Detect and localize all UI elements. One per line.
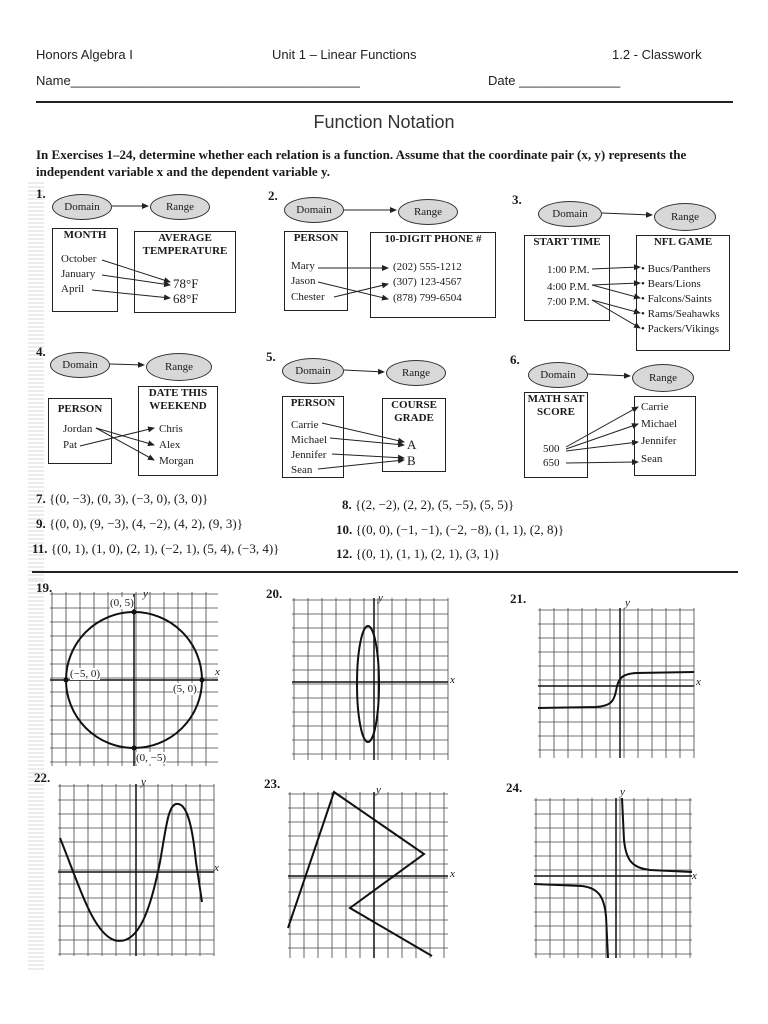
domain-item: 650 [543,457,560,469]
range-item: • Falcons/Saints [641,293,712,305]
domain-item: 4:00 P.M. [547,281,590,293]
y-axis-label: y [625,597,630,609]
graph-21 [536,606,696,760]
relation-set: {(0, 1), (1, 1), (2, 1), (3, 1)} [355,546,501,561]
exercise-10 [336,522,564,538]
exercise-number: 11. [32,541,48,556]
domain-item: Jennifer [291,449,327,461]
domain-oval: Domain [528,362,588,388]
graph-20 [290,596,450,762]
domain-oval: Domain [284,197,344,223]
range-item: 68°F [173,291,199,306]
range-item: 78°F [173,276,199,291]
range-item: (878) 799-6504 [393,292,462,304]
point-label: (5, 0) [173,683,197,695]
range-item: B [407,453,416,468]
domain-item: Mary [291,260,315,272]
range-title: AVERAGE TEMPERATURE [142,232,228,257]
point-label: (0, −5) [136,752,167,764]
exercise-number: 8. [342,497,352,512]
domain-item: Jordan [63,423,93,435]
y-axis-label: y [141,776,146,788]
y-axis-label: y [376,784,381,796]
exercise-7 [36,491,208,507]
domain-oval: Domain [52,194,112,220]
point-label: (0, 5) [110,597,134,609]
exercise-number: 6. [510,352,520,367]
point [64,678,69,683]
range-item: (202) 555-1212 [393,261,462,273]
domain-item: Carrie [291,419,319,431]
range-oval: Range [386,360,446,386]
range-oval: Range [398,199,458,225]
range-oval: Range [632,364,694,392]
x-axis-label: x [692,870,697,882]
domain-item: 500 [543,443,560,455]
exercise-number: 21. [510,591,527,606]
exercise-number: 5. [266,349,276,364]
exercise-12 [336,546,500,562]
range-title: 10-DIGIT PHONE # [384,233,482,245]
domain-oval: Domain [538,201,602,227]
x-axis-label: x [696,676,701,688]
range-oval: Range [150,194,210,220]
graph-23 [286,790,450,960]
x-axis-label: x [215,666,220,678]
y-axis-label: y [143,588,148,600]
domain-item: Sean [291,464,313,476]
range-item: • Rams/Seahawks [641,308,720,320]
page-title: Function Notation [313,112,455,132]
domain-title: PERSON [57,403,103,415]
domain-oval: Domain [282,358,344,384]
domain-item: 7:00 P.M. [547,296,590,308]
range-item: • Bucs/Panthers [641,263,711,275]
range-item: Morgan [159,455,194,467]
x-axis-label: x [450,868,455,880]
range-item: • Bears/Lions [641,278,701,290]
hyperbola-left-branch [534,884,608,958]
relation-set: {(0, 1), (1, 0), (2, 1), (−2, 1), (5, 4), (−3, 4)} [50,541,280,556]
instructions: In Exercises 1–24, determine whether each relation is a function. Assume that the coordinate pair (x, y) represents the independent variable x and the dependent variable y. [36,147,687,179]
exercise-number: 20. [266,586,283,601]
section-name: 1.2 - Classwork [612,47,702,62]
range-item: Michael [641,418,678,430]
relation-set: {(0, −3), (0, 3), (−3, 0), (3, 0)} [49,491,209,506]
domain-item: April [61,283,85,295]
graph-22 [56,782,216,958]
domain-oval: Domain [50,352,110,378]
exercise-number: 7. [36,491,46,506]
range-oval: Range [146,353,212,381]
exercise-number: 19. [36,580,53,595]
domain-item: 1:00 P.M. [547,264,590,276]
point [200,678,205,683]
relation-set: {(2, −2), (2, 2), (5, −5), (5, 5)} [355,497,515,512]
point [132,746,137,751]
domain-item: Jason [291,275,316,287]
exercise-number: 9. [36,516,46,531]
y-axis-label: y [378,592,383,604]
range-title: COURSE GRADE [391,399,437,424]
date-field[interactable]: Date ______________ [488,73,621,88]
domain-title: START TIME [533,236,601,248]
exercise-number: 24. [506,780,523,795]
domain-title: PERSON [290,397,336,409]
range-item: Jennifer [641,435,677,447]
cubic-curve [538,672,694,708]
domain-item: Michael [291,434,328,446]
range-title: NFL GAME [653,236,713,248]
domain-title: MONTH [63,229,107,241]
domain-item: Chester [291,291,325,303]
course-name: Honors Algebra I [36,47,133,62]
range-item: (307) 123-4567 [393,276,462,288]
exercise-number: 23. [264,776,281,791]
relation-set: {(0, 0), (−1, −1), (−2, −8), (1, 1), (2, 8)} [355,522,565,537]
name-field[interactable]: Name________________________________________ [36,73,360,88]
domain-item: January [61,268,96,280]
range-item: A [407,437,417,452]
exercise-number: 10. [336,522,353,537]
section-divider [32,571,738,573]
graph-24 [532,796,694,960]
exercise-9 [36,516,243,532]
exercise-number: 22. [34,770,51,785]
range-oval: Range [654,203,716,231]
exercise-number: 3. [512,192,522,207]
relation-set: {(0, 0), (9, −3), (4, −2), (4, 2), (9, 3)} [49,516,243,531]
domain-item: October [61,253,97,265]
range-title: DATE THIS WEEKEND [148,387,208,412]
range-item: Sean [641,453,663,465]
domain-title: MATH SAT SCORE [527,393,585,418]
range-item: Carrie [641,401,669,413]
domain-item: Pat [63,439,78,451]
domain-title: PERSON [293,232,339,244]
exercise-8 [342,497,514,513]
point-label: (−5, 0) [70,668,101,680]
range-item: Alex [159,439,181,451]
range-item: • Packers/Vikings [641,323,720,335]
y-axis-label: y [620,786,625,798]
exercise-number: 2. [268,188,278,203]
exercise-number: 12. [336,546,353,561]
unit-name: Unit 1 – Linear Functions [272,47,417,62]
x-axis-label: x [450,674,455,686]
range-item: Chris [159,423,183,435]
exercise-11 [32,541,279,557]
exercise-number: 1. [36,186,46,201]
point [132,610,137,615]
exercise-number: 4. [36,344,46,359]
x-axis-label: x [214,862,219,874]
hyperbola-right-branch [622,798,692,872]
